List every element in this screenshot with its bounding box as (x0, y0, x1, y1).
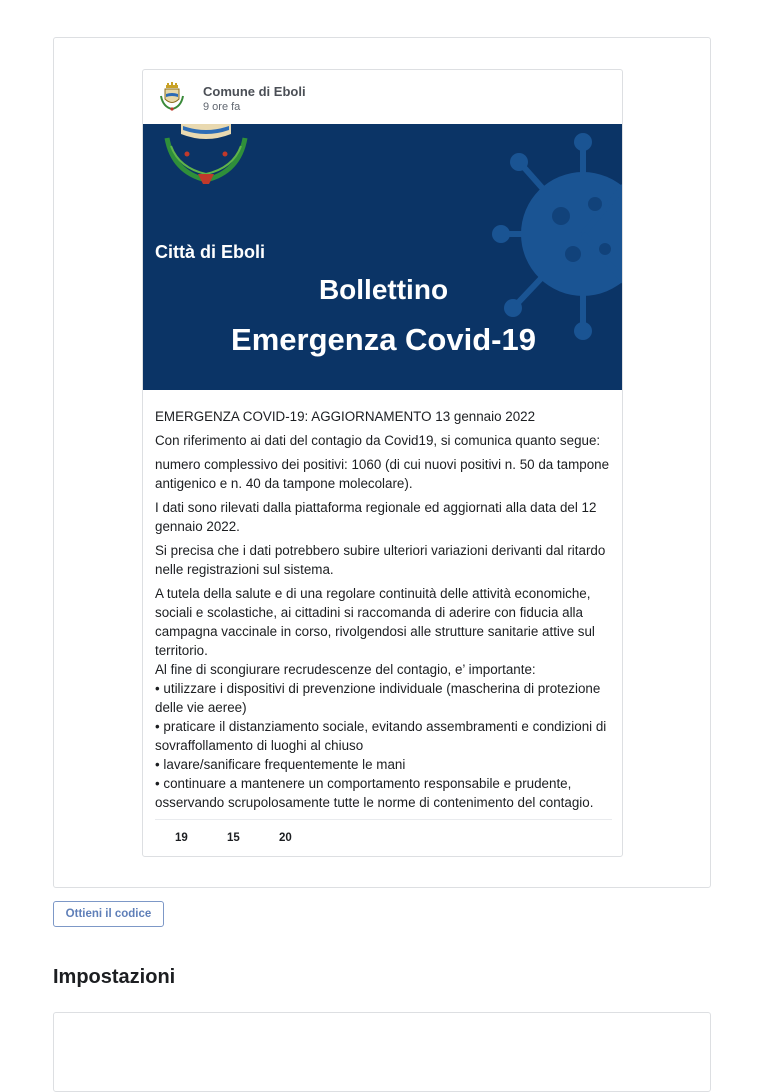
post-timestamp[interactable]: 9 ore fa (203, 101, 241, 113)
post-paragraph: A tutela della salute e di una regolare continuità delle attività economiche, sociali e scolastiche, ai cittadini si raccomanda di aderire con fiducia alla campagna vaccinale in corso, rivolgendosi alle strutture sanitarie attive sul territorio. (155, 586, 595, 658)
settings-panel (53, 1012, 711, 1092)
reactions-count[interactable]: 19 (175, 832, 188, 844)
post-paragraph: Con riferimento ai dati del contagio da Covid19, si comunica quanto segue: (155, 433, 601, 448)
coat-of-arms-icon[interactable] (157, 82, 187, 114)
post-bullet: • lavare/sanificare frequentemente le mani (155, 757, 406, 772)
settings-heading: Impostazioni (53, 966, 176, 988)
coat-of-arms-icon (167, 124, 245, 184)
post-text (155, 407, 617, 812)
post-bullet: • praticare il distanziamento sociale, evitando assembramenti e condizioni di sovraffollamento di luoghi al chiuso (155, 719, 607, 753)
post-bullet: • utilizzare i dispositivi di prevenzione individuale (mascherina di protezione delle vie aeree) (155, 681, 601, 715)
shares-count[interactable]: 20 (279, 832, 292, 844)
banner-title-line1: Bollettino (318, 274, 449, 305)
post-stats (143, 830, 622, 850)
banner-title-line2: Emergenza Covid-19 (231, 322, 536, 357)
post-divider (155, 819, 612, 820)
post-paragraph: EMERGENZA COVID-19: AGGIORNAMENTO 13 gennaio 2022 (155, 409, 536, 424)
comments-count[interactable]: 15 (227, 832, 240, 844)
post-header (143, 70, 622, 124)
post-image-banner[interactable] (143, 124, 623, 390)
post-author[interactable]: Comune di Eboli (203, 84, 306, 99)
banner-city-name: Città di Eboli (155, 242, 265, 262)
post-paragraph: numero complessivo dei positivi: 1060 (di cui nuovi positivi n. 50 da tampone antigenico e n. 40 da tampone molecolare). (155, 457, 610, 491)
facebook-post (142, 69, 623, 857)
post-paragraph: Al fine di scongiurare recrudescenze del contagio, e’ importante: (155, 662, 536, 677)
post-paragraph: Si precisa che i dati potrebbero subire ulteriori variazioni derivanti dal ritardo nelle registrazioni sul sistema. (155, 543, 606, 577)
post-bullet: • continuare a mantenere un comportamento responsabile e prudente, osservando scrupolosamente tutte le norme di contenimento del contagio. (155, 776, 594, 810)
post-paragraph: I dati sono rilevati dalla piattaforma regionale ed aggiornati alla data del 12 gennaio 2022. (155, 500, 597, 534)
get-code-button[interactable]: Ottieni il codice (53, 901, 164, 927)
